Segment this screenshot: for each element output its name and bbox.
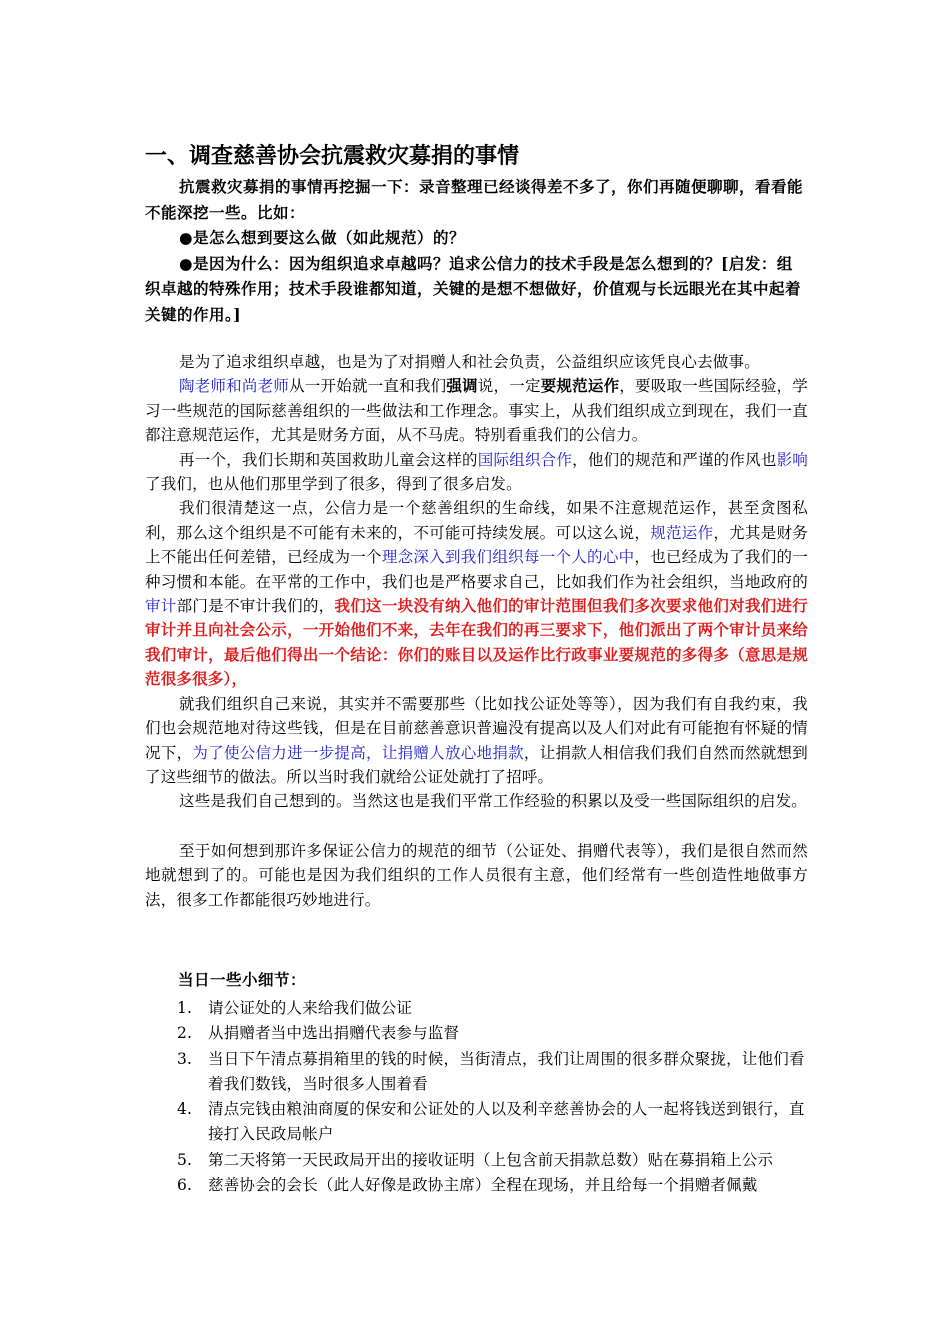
text-run: 审计 bbox=[145, 597, 177, 616]
list-item bbox=[145, 1047, 808, 1098]
text-run: 国际组织合作 bbox=[477, 450, 573, 469]
text-run: 就我们组织自己来说，其实并不需要那些（比如找公证处等等），因为我们有自我约束，我们也会规范地对待这些钱，但是在目前慈善意识普遍没有提高以及人们对此有可能抱有怀疑的情况下， bbox=[145, 694, 808, 762]
list-text: 慈善协会的会长（此人好像是政协主席）全程在现场，并且给每一个捐赠者佩戴 bbox=[208, 1176, 758, 1195]
list-number: 6. bbox=[177, 1176, 193, 1195]
text-run: 理念深入到我们组织每一个人的心中 bbox=[381, 548, 635, 567]
list-item bbox=[145, 996, 808, 1021]
text-run: ，尤其是财务上不能出任何差错，已经成为一个 bbox=[145, 523, 808, 567]
text-run: ，他们的规范和严谨的作风也 bbox=[572, 450, 777, 469]
text-run: 我们这一块没有纳入他们的审计范围但我们多次要求他们对我们进行审计并且向社会公示，一开始他们不来，去年在我们的再三要求下，他们派出了两个审计员来给我们审计，最后他们得出一个结论：你们的账目以及运作比行政事业要规范的多得多（意思是规范很多很多）， bbox=[145, 596, 808, 689]
text-run: ，也已经成为了我们的一种习惯和本能。在平常的工作中，我们也是严格要求自己，比如我们作为社会组织，当地政府的 bbox=[145, 548, 808, 591]
list-number: 5. bbox=[177, 1150, 193, 1169]
list-item bbox=[145, 1097, 808, 1148]
list-number: 1. bbox=[177, 999, 193, 1017]
intro-section bbox=[145, 174, 808, 327]
text-run: 从一开始就一直和我们 bbox=[289, 377, 447, 396]
text-run: 为了使公信力进一步提高，让捐赠人放心地捐款 bbox=[192, 743, 524, 762]
paragraph-gap bbox=[145, 814, 808, 839]
body-paragraph-7: 至于如何想到那许多保证公信力的规范的细节（公证处、捐赠代表等），我们是很自然而然地就想到了的。可能也是因为我们组织的工作人员很有主意，他们经常有一些创造性地做事方法，很多工作都能很巧妙地进行。 bbox=[145, 841, 808, 909]
list-item bbox=[145, 1148, 808, 1173]
list-item bbox=[145, 1021, 808, 1046]
body-paragraph-2 bbox=[145, 374, 808, 447]
list-item bbox=[145, 1173, 808, 1198]
intro-paragraph: 抗震救灾募捐的事情再挖掘一下：录音整理已经谈得差不多了，你们再随便聊聊，看看能不能深挖一些。比如： bbox=[145, 177, 804, 222]
list-number: 2. bbox=[177, 1024, 193, 1043]
text-run: ，让捐款人相信我们我们自然而然就想到了这些细节的做法。所以当时我们就给公证处就打了招呼。 bbox=[145, 743, 809, 786]
list-text: 从捐赠者当中选出捐赠代表参与监督 bbox=[208, 1024, 460, 1043]
intro-bullet-2: ●是因为什么：因为组织追求卓越吗？追求公信力的技术手段是怎么想到的？[启发：组织卓越的特殊作用；技术手段谁都知道，关键的是想不想做好，价值观与长远眼光在其中起着关键的作用。] bbox=[145, 253, 802, 324]
text-run: 再一个，我们长期和英国救助儿童会这样的 bbox=[179, 450, 478, 469]
text-run: 我们很清楚这一点，公信力是一个慈善组织的生命线，如果不注意规范运作，甚至贪图私利，那么这个组织是不可能有未来的，不可能可持续发展。可以这么说， bbox=[145, 499, 808, 542]
text-run: 了我们，也从他们那里学到了很多，得到了很多启发。 bbox=[145, 475, 522, 494]
list-text: 当日下午清点募捐箱里的钱的时候，当街清点，我们让周围的很多群众聚拢，让他们看着我们数钱，当时很多人围着看 bbox=[208, 1049, 805, 1093]
details-heading: 当日一些小细节： bbox=[178, 970, 307, 989]
body-paragraph-1: 是为了追求组织卓越，也是为了对捐赠人和社会负责，公益组织应该凭良心去做事。 bbox=[179, 353, 760, 371]
text-run: 说，一定 bbox=[477, 377, 541, 396]
text-run: 规范运作 bbox=[650, 523, 714, 542]
list-text: 清点完钱由粮油商厦的保安和公证处的人以及利辛慈善协会的人一起将钱送到银行，直接打入民政局帐户 bbox=[208, 1100, 805, 1144]
intro-bullet-1: ●是怎么想到要这么做（如此规范）的？ bbox=[179, 228, 466, 247]
text-run: 要规范运作 bbox=[540, 376, 620, 396]
details-list bbox=[145, 996, 808, 1198]
interview-body bbox=[145, 350, 808, 912]
list-text: 第二天将第一天民政局开出的接收证明（上包含前天捐款总数）贴在募捐箱上公示 bbox=[208, 1150, 774, 1169]
text-run: ，要吸取一些国际经验，学习一些规范的国际慈善组织的一些做法和工作理念。事实上，从我们组织成立到现在，我们一直都注意规范运作，尤其是财务方面，从不马虎。特别看重我们的公信力。 bbox=[145, 377, 808, 445]
text-run: 影响 bbox=[776, 450, 809, 469]
list-number: 4. bbox=[177, 1100, 193, 1119]
page-title: 一、调查慈善协会抗震救灾募捐的事情 bbox=[145, 144, 520, 169]
body-paragraph-4 bbox=[145, 496, 808, 691]
body-paragraph-3 bbox=[145, 448, 808, 497]
text-run: 部门是不审计我们的， bbox=[176, 597, 335, 616]
text-run: 强调 bbox=[446, 376, 478, 396]
text-run: 陶老师和尚老师 bbox=[179, 377, 290, 396]
list-text: 请公证处的人来给我们做公证 bbox=[208, 999, 413, 1017]
body-paragraph-6: 这些是我们自己想到的。当然这也是我们平常工作经验的积累以及受一些国际组织的启发。 bbox=[179, 792, 808, 811]
list-number: 3. bbox=[177, 1049, 193, 1068]
body-paragraph-5 bbox=[145, 692, 808, 790]
